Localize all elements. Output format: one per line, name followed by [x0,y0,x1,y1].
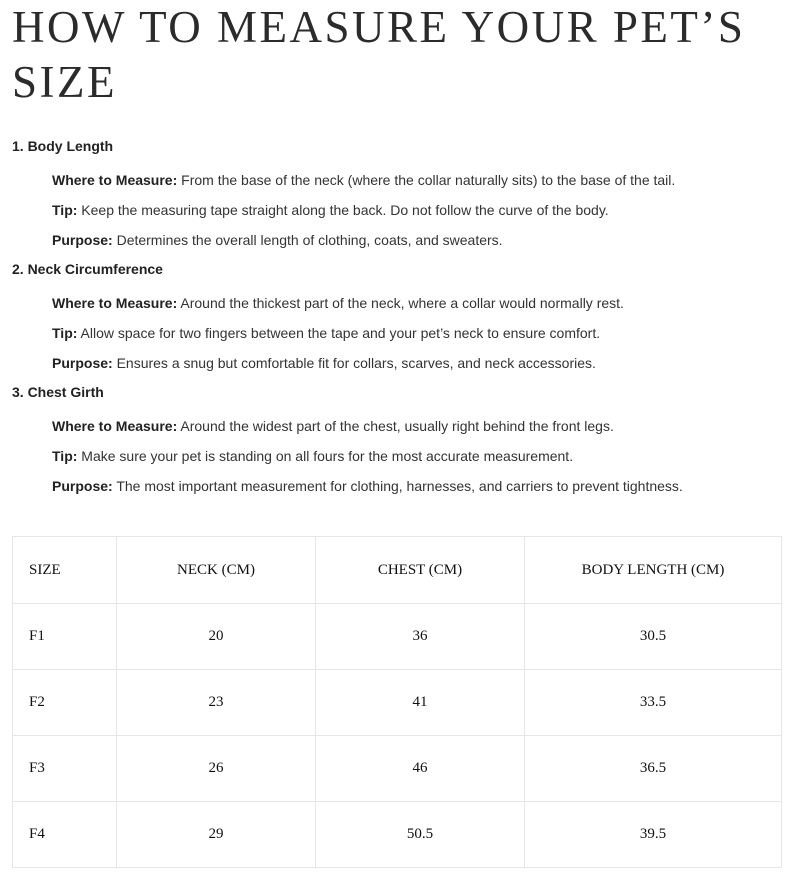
item-label: Purpose: [52,232,113,248]
item-text: Keep the measuring tape straight along the back. Do not follow the curve of the body. [77,202,609,218]
list-item-tip [52,202,792,218]
cell-neck: 29 [117,802,316,868]
list-item-purpose [52,232,792,248]
item-label: Tip: [52,202,78,218]
cell-chest: 46 [316,736,525,802]
cell-size: F3 [13,736,117,802]
item-text: Around the widest part of the chest, usually right behind the front legs. [177,418,614,434]
header-chest: CHEST (CM) [316,537,525,604]
cell-neck: 20 [117,604,316,670]
section-neck-circumference [12,261,792,371]
list-item-where [52,295,792,311]
list-item-where [52,418,792,434]
item-text: From the base of the neck (where the collar naturally sits) to the base of the tail. [177,172,676,188]
section-heading: 3. Chest Girth [12,384,104,400]
table-header-row [13,537,782,604]
cell-body-length: 39.5 [525,802,782,868]
page-title: HOW TO MEASURE YOUR PET’S SIZE [12,2,746,107]
cell-body-length: 30.5 [525,604,782,670]
list-item-purpose [52,355,792,371]
cell-size: F1 [13,604,117,670]
item-text: Determines the overall length of clothing, coats, and sweaters. [112,232,503,248]
table-row [13,670,782,736]
section-list [12,172,792,248]
cell-body-length: 33.5 [525,670,782,736]
section-list [12,295,792,371]
section-list [12,418,792,494]
item-label: Where to Measure: [52,295,178,311]
item-label: Tip: [52,325,78,341]
section-heading: 1. Body Length [12,138,114,154]
item-label: Tip: [52,448,78,464]
item-label: Where to Measure: [52,172,178,188]
section-chest-girth [12,384,792,494]
header-body-length: BODY LENGTH (CM) [525,537,782,604]
table-row [13,802,782,868]
cell-chest: 41 [316,670,525,736]
cell-neck: 23 [117,670,316,736]
item-label: Purpose: [52,478,113,494]
item-label: Where to Measure: [52,418,178,434]
item-label: Purpose: [52,355,113,371]
table-row [13,604,782,670]
header-neck: NECK (CM) [117,537,316,604]
table-row [13,736,782,802]
header-size: SIZE [13,537,117,604]
cell-size: F4 [13,802,117,868]
cell-chest: 36 [316,604,525,670]
measurement-guide [12,138,792,494]
cell-body-length: 36.5 [525,736,782,802]
item-text: Ensures a snug but comfortable fit for collars, scarves, and neck accessories. [112,355,596,371]
size-chart-table [12,536,782,868]
item-text: Make sure your pet is standing on all fours for the most accurate measurement. [77,448,574,464]
cell-size: F2 [13,670,117,736]
section-body-length [12,138,792,248]
list-item-tip [52,448,792,464]
cell-neck: 26 [117,736,316,802]
item-text: Allow space for two fingers between the tape and your pet’s neck to ensure comfort. [77,325,601,341]
list-item-purpose [52,478,792,494]
list-item-tip [52,325,792,341]
cell-chest: 50.5 [316,802,525,868]
item-text: Around the thickest part of the neck, where a collar would normally rest. [177,295,624,311]
item-text: The most important measurement for clothing, harnesses, and carriers to prevent tightness. [112,478,683,494]
section-heading: 2. Neck Circumference [12,261,163,277]
list-item-where [52,172,792,188]
